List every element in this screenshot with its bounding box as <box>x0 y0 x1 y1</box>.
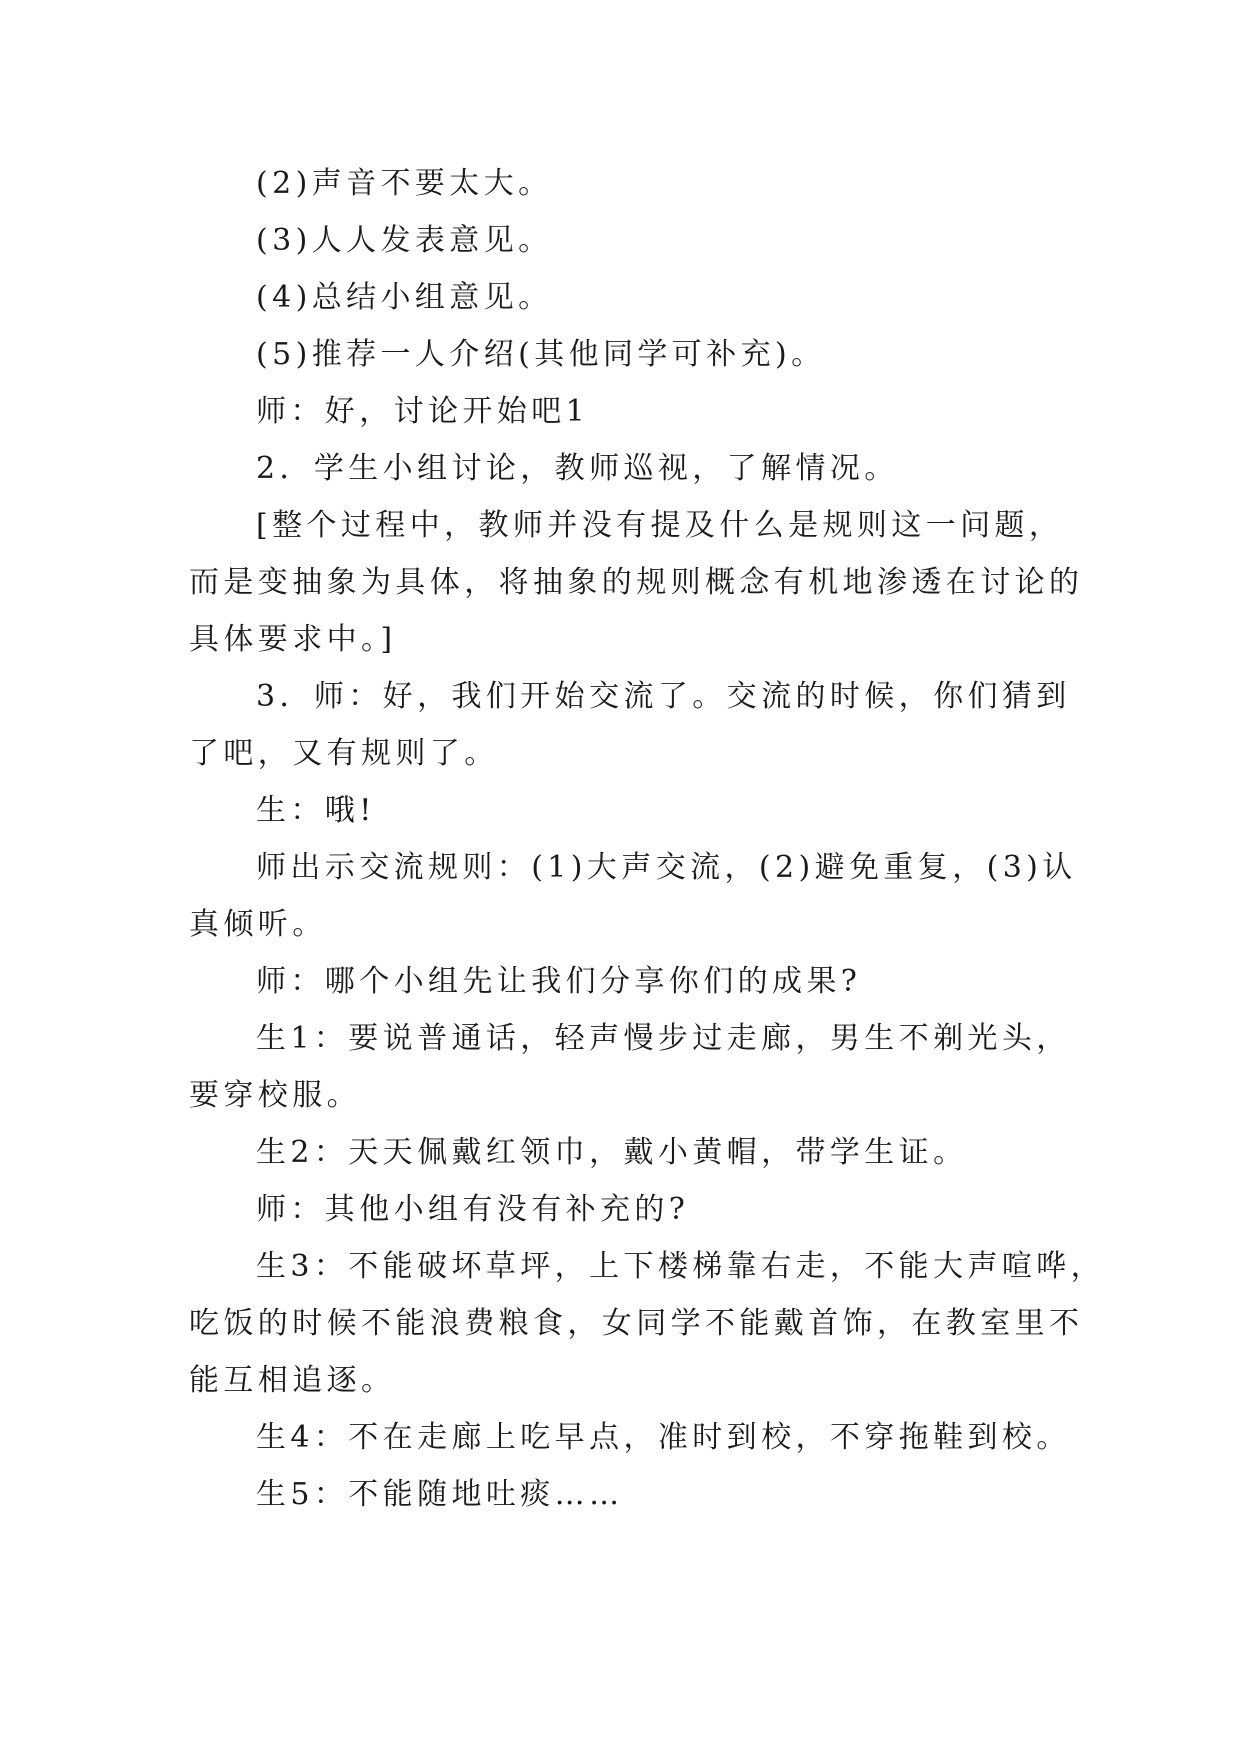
paragraph-line: 师：好，讨论开始吧1 <box>256 394 590 429</box>
paragraph-line: 能互相追逐。 <box>189 1363 396 1398</box>
paragraph-line: 3．师：好，我们开始交流了。交流的时候，你们猜到 <box>256 679 1071 714</box>
paragraph-line: 生5：不能随地吐痰…… <box>256 1477 624 1512</box>
paragraph-line: 生1：要说普通话，轻声慢步过走廊，男生不剃光头， <box>256 1021 1071 1056</box>
paragraph-line: 2．学生小组讨论，教师巡视，了解情况。 <box>256 451 899 486</box>
paragraph-line: (4)总结小组意见。 <box>256 280 553 315</box>
paragraph-line: [整个过程中，教师并没有提及什么是规则这一问题， <box>256 508 1064 543</box>
paragraph-line: (5)推荐一人介绍(其他同学可补充)。 <box>256 337 826 372</box>
paragraph-line: 生：哦! <box>256 793 376 828</box>
paragraph-line: 具体要求中。] <box>189 622 397 657</box>
paragraph-line: (3)人人发表意见。 <box>256 223 553 258</box>
paragraph-line: 师出示交流规则：(1)大声交流，(2)避免重复，(3)认 <box>256 850 1077 885</box>
paragraph-line: 生4：不在走廊上吃早点，准时到校，不穿拖鞋到校。 <box>256 1420 1071 1455</box>
paragraph-line: 师：哪个小组先让我们分享你们的成果? <box>256 964 862 999</box>
paragraph-line: (2)声音不要太大。 <box>256 166 553 201</box>
paragraph-line: 生3：不能破坏草坪，上下楼梯靠右走，不能大声喧哗， <box>256 1249 1106 1284</box>
paragraph-line: 生2：天天佩戴红领巾，戴小黄帽，带学生证。 <box>256 1135 968 1170</box>
paragraph-line: 真倾听。 <box>189 907 327 942</box>
paragraph-line: 吃饭的时候不能浪费粮食，女同学不能戴首饰，在教室里不 <box>189 1306 1084 1341</box>
paragraph-line: 了吧，又有规则了。 <box>189 736 499 771</box>
paragraph-line: 要穿校服。 <box>189 1078 361 1113</box>
paragraph-line: 而是变抽象为具体，将抽象的规则概念有机地渗透在讨论的 <box>189 565 1084 600</box>
paragraph-line: 师：其他小组有没有补充的? <box>256 1192 690 1227</box>
